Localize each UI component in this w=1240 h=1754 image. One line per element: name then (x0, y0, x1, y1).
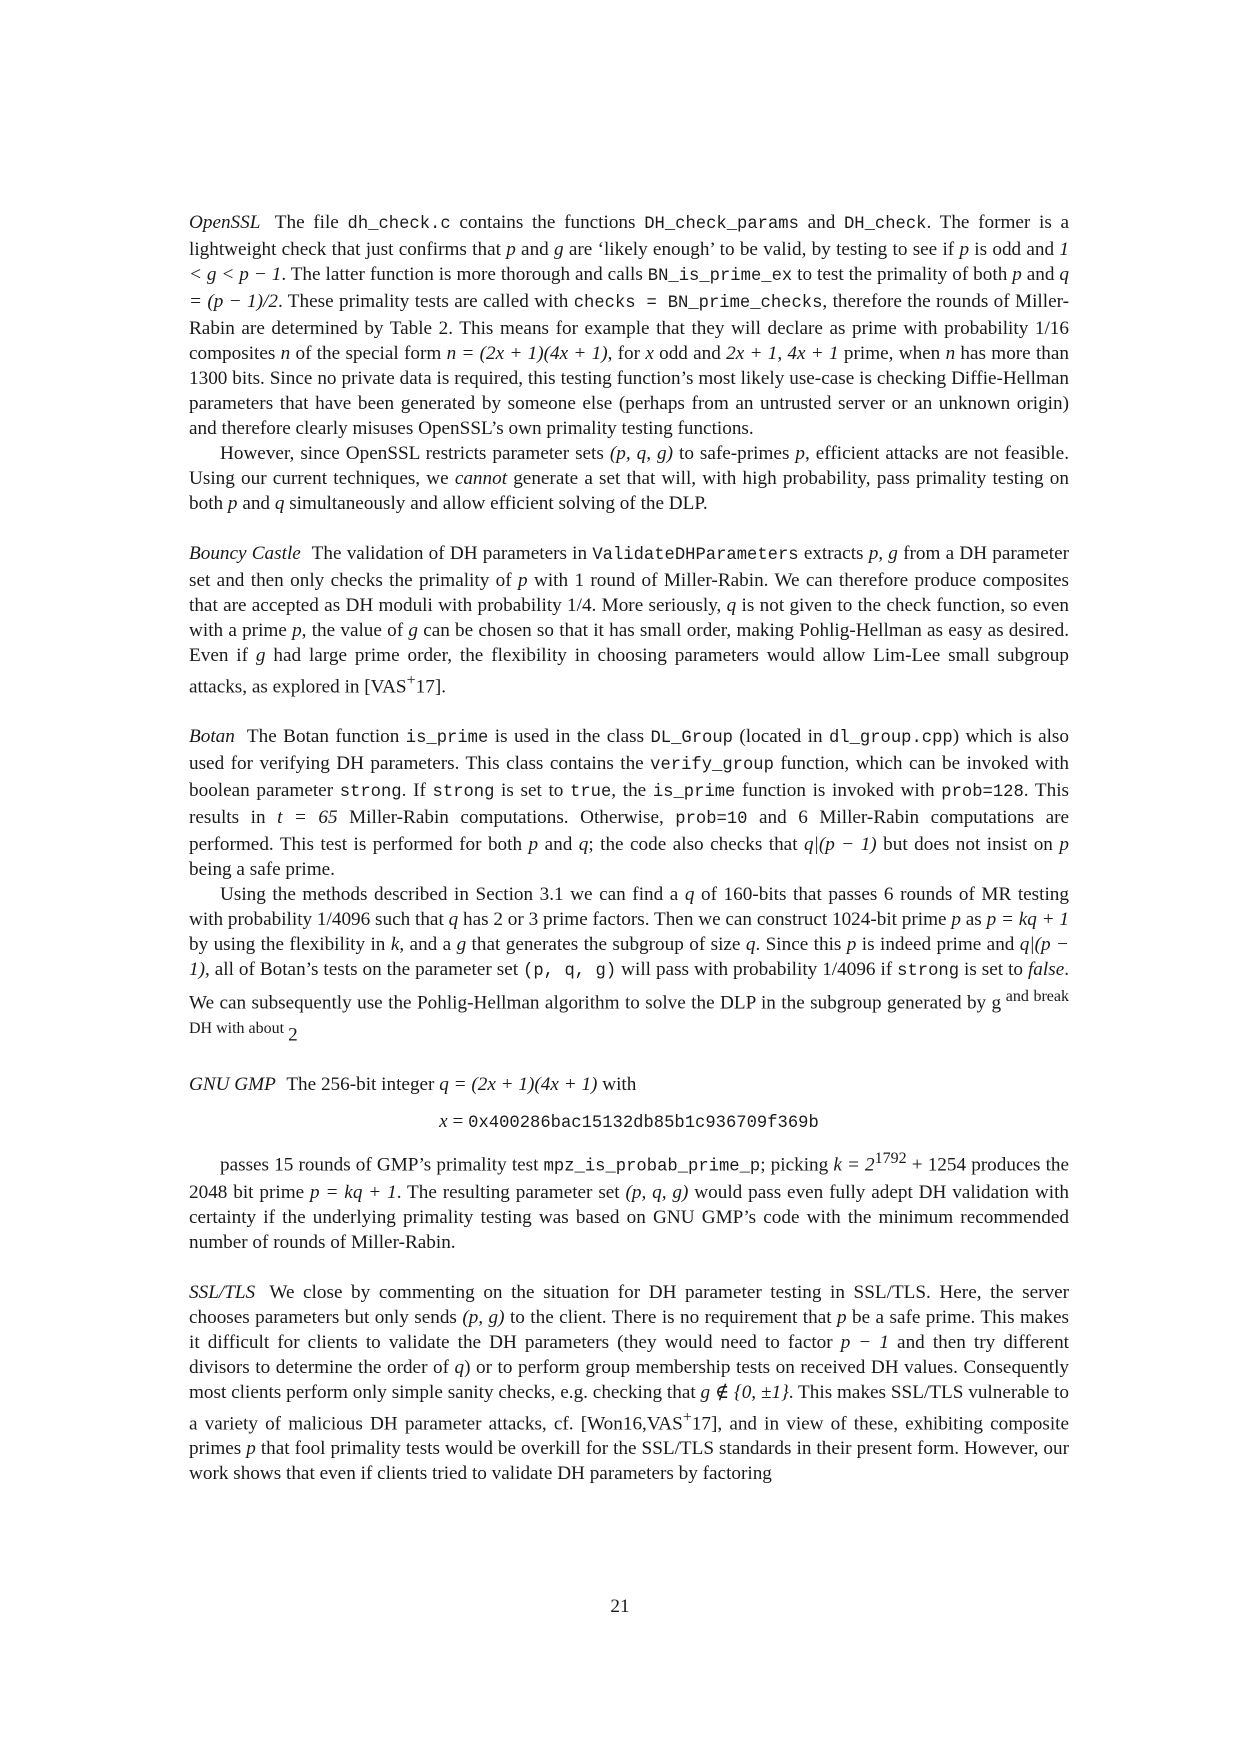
code-dl-group: DL_Group (650, 729, 733, 749)
code-prob-10: prob=10 (675, 810, 748, 830)
paragraph-botan: Botan The Botan function is_prime is used in the class DL_Group (located in dl_group.cpp) which is also used for verifying DH parameters. This class contains the verify_group function, which can be invoked with boolean parameter strong. If strong is set to true, the is_prime function is invoked with prob=128. This results in t = 65 Miller-Rabin computations. Otherwise, prob=10 and 6 Miller-Rabin computations are performed. This test is performed for both p and q; the code also checks that q|(p − 1) but does not insist on p being a safe prime. (189, 726, 1070, 881)
code-validate-dh-parameters: ValidateDHParameters (592, 546, 799, 565)
code-dh-check-params: DH_check_params (644, 215, 799, 234)
code-false: strong (897, 962, 960, 982)
paragraph-bouncy-castle: Bouncy Castle The validation of DH parameters in ValidateDHParameters extracts p, g from a DH parameter set and then only checks the primality of p with 1 round of Miller-Rabin. We can therefore produce composites that are accepted as DH moduli with probability 1/4. More seriously, q is not given to the check function, so even with a prime p, the value of g can be chosen so that it has small order, making Pohlig-Hellman as easy as desired. Even if g had large prime order, the flexibility in choosing parameters would allow Lim-Lee small subgroup attacks, as explored in [VAS+17]. (189, 543, 1069, 698)
paragraph-openssl: OpenSSL The file dh_check.c contains the functions DH_check_params and DH_check. The former is a lightweight check that just confirms that p and g are ‘likely enough’ to be valid, by testing to see if p is odd and 1 < g < p − 1. The latter function is more thorough and calls BN_is_prime_ex to test the primality of both p and q = (p − 1)/2. These primality tests are called with checks = BN_prime_checks, therefore the rounds of Miller-Rabin are determined by Table 2. This means for example that they will declare as prime with probability 1/16 composites n of the special form n = (2x + 1)(4x + 1), for x odd and 2x + 1, 4x + 1 prime, when n has more than 1300 bits. Since no private data is required, this testing function’s most likely use-case is checking Diffie-Hellman parameters that have been generated by someone else (perhaps from an untrusted server or an unknown origin) and therefore clearly misuses OpenSSL’s own primality testing functions. (189, 212, 1070, 439)
section-heading-bouncy-castle: Bouncy Castle (189, 543, 301, 564)
code-bn-is-prime-ex: BN_is_prime_ex (647, 267, 793, 286)
code-prob-128: prob=128 (941, 783, 1024, 803)
code-dl-group-cpp: dl_group.cpp (828, 729, 953, 749)
code-true: true (570, 783, 612, 803)
code-strong: strong (339, 783, 402, 803)
code-dh-check: DH_check (843, 215, 927, 234)
display-equation: x = 0x400286bac15132db85b1c936709f369b (439, 1111, 819, 1134)
code-verify-group: verify_group (650, 756, 774, 776)
section-heading-openssl: OpenSSL (189, 212, 261, 233)
paragraph-gnu-gmp: GNU GMP The 256-bit integer q = (2x + 1)(4x + 1) with (189, 1074, 637, 1096)
code-dh-check-file: dh_check.c (347, 215, 451, 234)
code-mpz-is-probab-prime-p: mpz_is_probab_prime_p (543, 1157, 761, 1177)
code-checks: checks = BN_prime_checks (573, 294, 823, 313)
citation-superscript: + (406, 672, 416, 689)
paragraph-gnu-gmp-2: passes 15 rounds of GMP’s primality test mpz_is_probab_prime_p; picking $k = 2^{1792} + 1254$ produces the 2048 bit prime p = kq + 1. The resulting parameter set (p, q, g) would pass even fully adept DH validation with certainty if the underlying primality testing was based on GNU GMP’s code with the minimum recommended number of rounds of Miller-Rabin. (189, 1150, 1070, 1253)
section-heading-botan: Botan (189, 726, 235, 748)
hex-constant: 0x400286bac15132db85b1c936709f369b (468, 1114, 819, 1134)
section-heading-gnu-gmp: GNU GMP (189, 1074, 276, 1096)
section-heading-ssl-tls: SSL/TLS (189, 1281, 256, 1303)
paragraph-openssl-2: However, since OpenSSL restricts parameter sets (p, q, g) to safe-primes p, efficient attacks are not feasible. Using our current techniques, we cannot generate a set that will, with high probability, pass primality testing on both p and q simultaneously and allow efficient solving of the DLP. (189, 443, 1069, 514)
page-number: 21 (610, 1596, 630, 1617)
paragraph-botan-2: Using the methods described in Section 3.1 we can find a q of 160-bits that passes 6 rounds of MR testing with probability 1/4096 such that q has 2 or 3 prime factors. Then we can construct 1024-bit prime p as p = kq + 1 by using the flexibility in k, and a g that generates the subgroup of size q. Since this p is indeed prime and q|(p − 1), all of Botan’s tests on the parameter set (p, q, g) will pass with probability 1/4096 if strong is set to false. We can subsequently use the Pohlig-Hellman algorithm to solve the DLP in the subgroup generated by g $^{and break DH with about}$ 2 (189, 884, 1070, 1046)
paper-body (189, 210, 1069, 1486)
code-is-prime: is_prime (405, 729, 489, 749)
paragraph-ssl-tls: SSL/TLS We close by commenting on the situation for DH parameter testing in SSL/TLS. Here, the server chooses parameters but only sends (p, g) to the client. There is no requirement that p be a safe prime. This makes it difficult for clients to validate the DH parameters (they would need to factor p − 1 and then try different divisors to determine the order of q) or to perform group membership tests on received DH values. Consequently most clients perform only simple sanity checks, e.g. checking that g ∉ {0, ±1}. This makes SSL/TLS vulnerable to a variety of malicious DH parameter attacks, cf. [Won16,VAS+17], and in view of these, exhibiting composite primes p that fool primality tests would be overkill for the SSL/TLS standards in their present form. However, our work shows that even if clients tried to validate DH parameters by factoring (189, 1281, 1069, 1484)
